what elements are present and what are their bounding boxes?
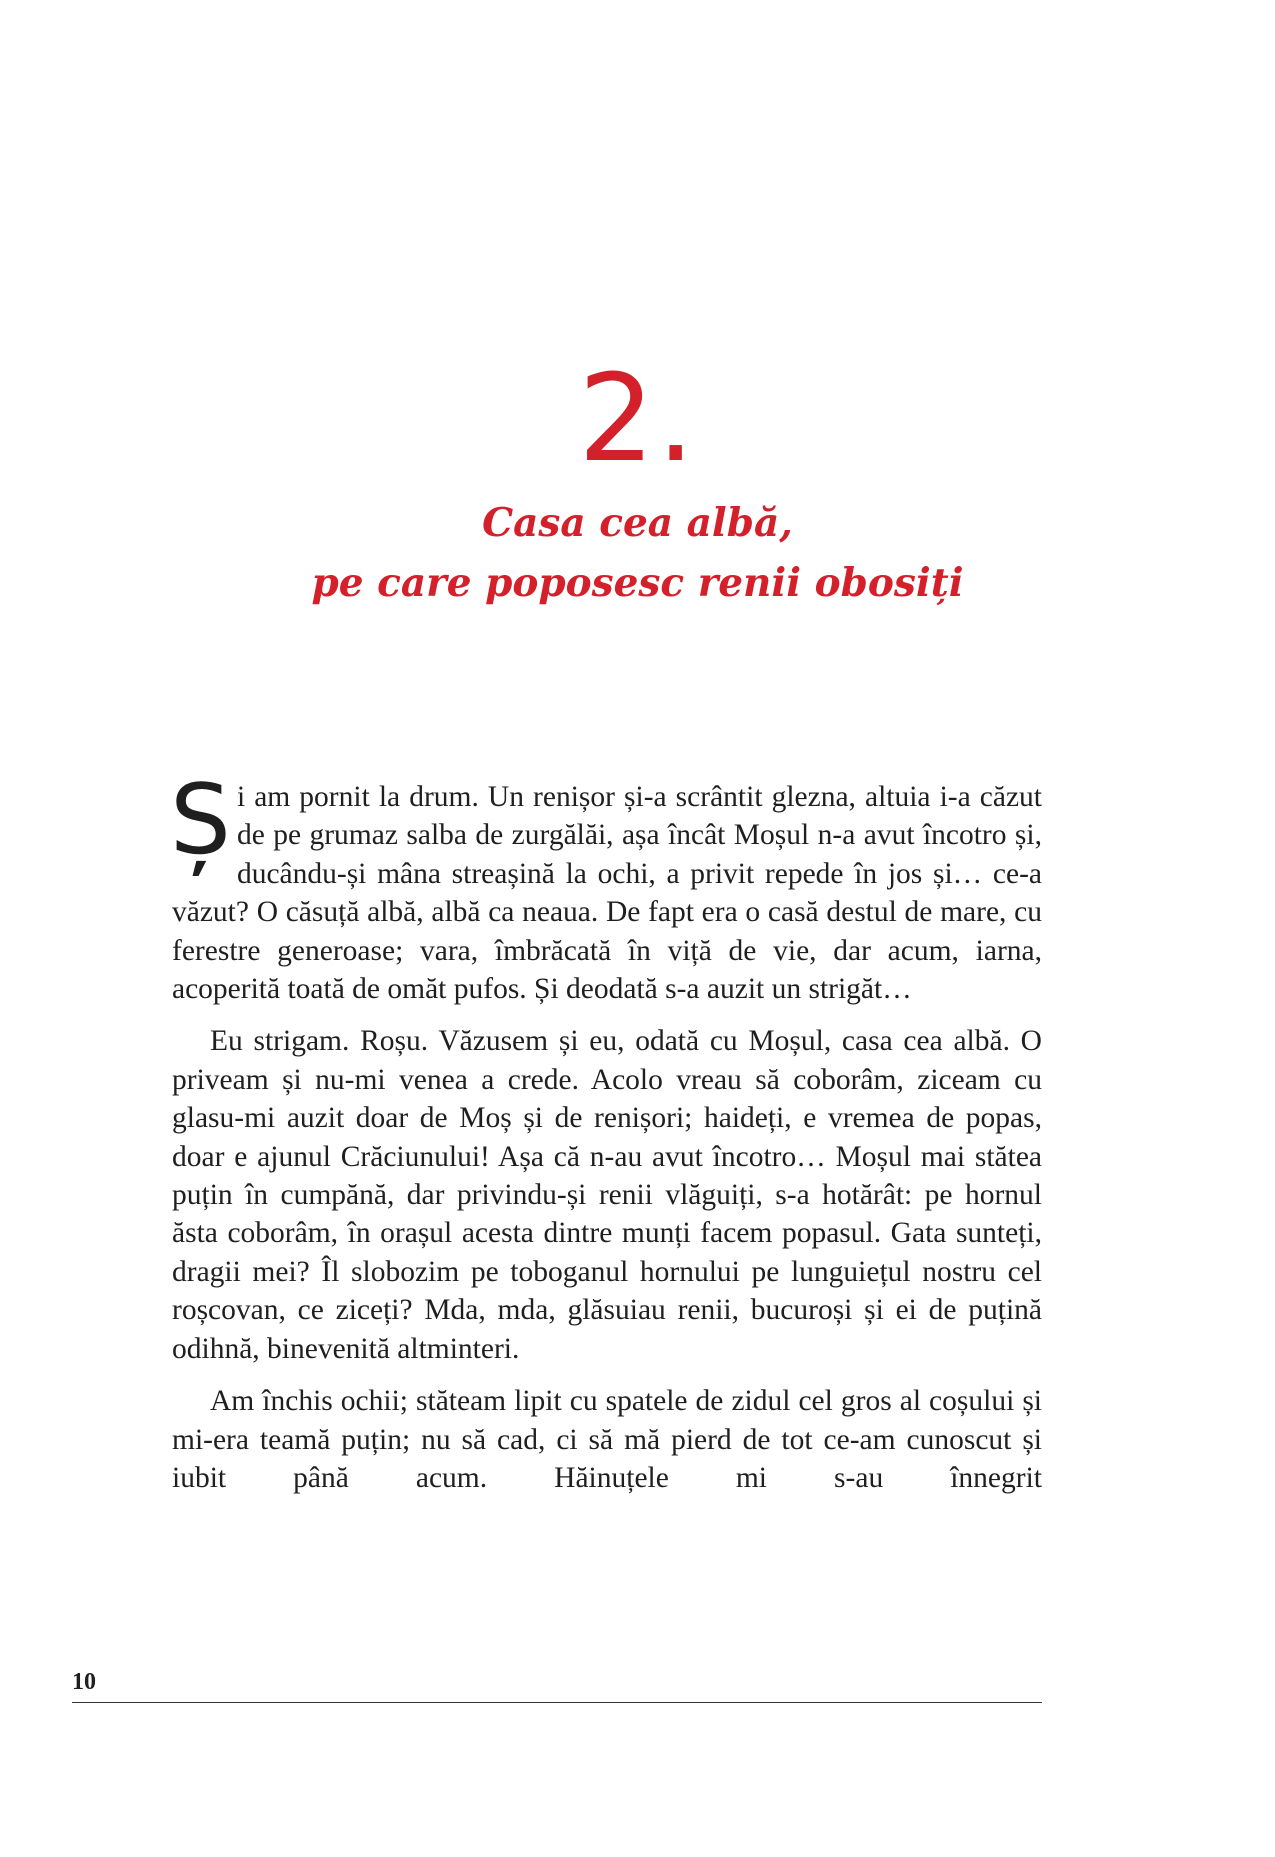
chapter-title-line-1: Casa cea albă, bbox=[482, 500, 793, 546]
paragraph-3: Am închis ochii; stăteam lipit cu spatele de zidul cel gros al coșului și mi-era teamă puțin; nu să cad, ci să mă pierd de tot ce-am cunoscut și iubit până acum. Hăinuțele mi s-au înnegrit bbox=[172, 1385, 1042, 1494]
paragraph-1-text: i am pornit la drum. Un renișor și-a scrântit glezna, altuia i-a căzut de pe grumaz salba de zurgălăi, așa încât Moșul n-a avut încotro și, ducându-și mâna streașină la ochi, a privit repede în jos și… ce-a văzut? O căsuță albă, albă ca neaua. De fapt era o casă destul de mare, cu ferestre generoase; vara, îmbrăcată în viță de vie, dar acum, iarna, acoperită toată de omăt pufos. Și deodată s-a auzit un strigăt… bbox=[172, 781, 1042, 1006]
chapter-title-line-2: pe care poposesc renii obosiți bbox=[311, 560, 964, 606]
chapter-number: 2. bbox=[578, 350, 697, 489]
paragraph-2: Eu strigam. Roșu. Văzusem și eu, odată cu Moșul, casa cea albă. O priveam și nu-mi venea a crede. Acolo vreau să coborâm, ziceam cu glasu-mi auzit doar de Moș și de renișori; haideți, e vremea de popas, doar e ajunul Crăciunului! Așa că n-au avut încotro… Moșul mai stătea puțin în cumpănă, dar privindu-și renii vlăguiți, s-a hotărât: pe hornul ăsta coborâm, în orașul acesta dintre munți facem popasul. Gata sunteți, dragii mei? Îl slobozim pe toboganul hornului pe lunguiețul nostru cel roșcovan, ce ziceți? Mda, mda, glăsuiau renii, bucuroși și ei de puțină odihnă, binevenită altminteri. bbox=[172, 1025, 1042, 1365]
page-number: 10 bbox=[72, 1669, 96, 1695]
footer-rule bbox=[72, 1702, 1042, 1703]
chapter-title bbox=[0, 493, 1275, 613]
body-text bbox=[170, 764, 1042, 1511]
drop-cap: Ș bbox=[170, 764, 231, 876]
paragraph-1 bbox=[170, 764, 1042, 1008]
